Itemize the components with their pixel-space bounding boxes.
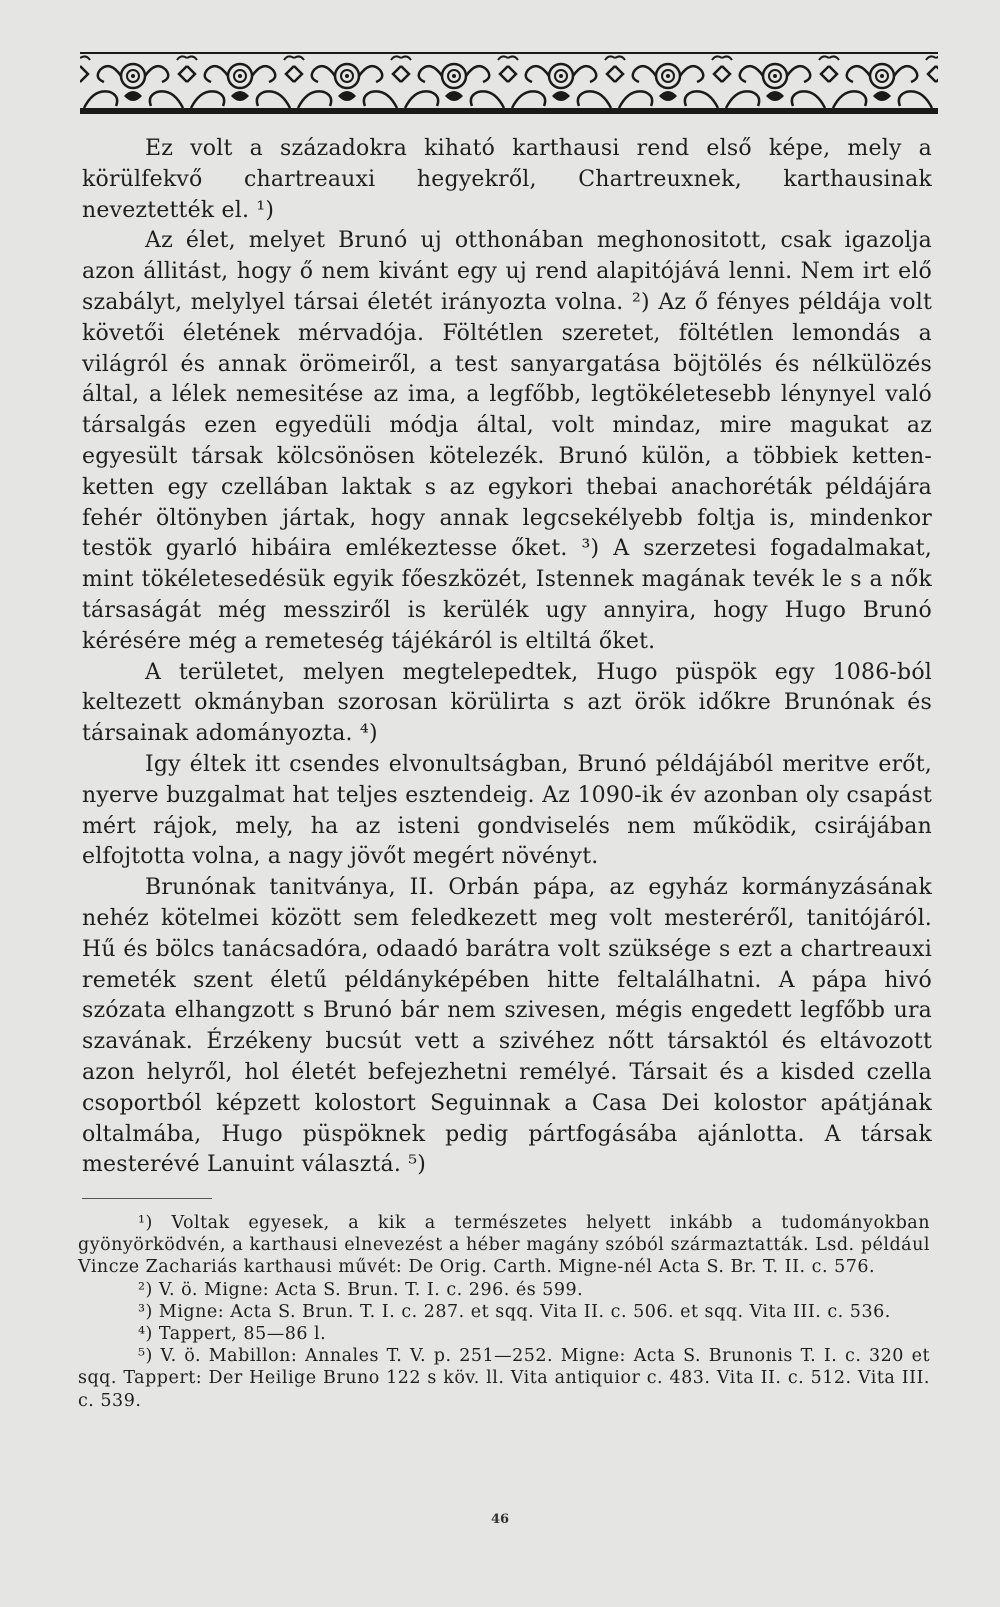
footnote: ⁵) V. ö. Mabillon: Annales T. V. p. 251—252. Migne: Acta S. Brunonis T. I. c. 320 et sqq. Tappert: Der Heilige Bruno 122 s köv. ll. Vita antiquior c. 483. Vita II. c. 512. Vita III. c. 539. bbox=[78, 1346, 930, 1411]
page-number: 46 bbox=[490, 1512, 510, 1527]
footnotes bbox=[78, 1212, 930, 1412]
footnote: ³) Migne: Acta S. Brun. T. I. c. 287. et sqq. Vita II. c. 506. et sqq. Vita III. c. 536. bbox=[138, 1301, 891, 1322]
footnote-separator bbox=[82, 1198, 212, 1199]
main-text bbox=[82, 134, 932, 1181]
paragraph: Ez volt a századokra kiható karthausi rend első képe, mely a körülfekvő chartreauxi hegyekről, Chartreuxnek, karthausinak neveztették el. ¹) bbox=[82, 136, 932, 223]
footnote: ¹) Voltak egyesek, a kik a természetes helyett inkább a tudományokban gyönyörködvén, a karthausi elnevezést a héber magány szóból származtatták. Lsd. például Vincze Zachariás karthausi művét: De Orig. Carth. Migne-nél Acta S. Br. T. II. c. 576. bbox=[78, 1213, 930, 1278]
paragraph: A területet, melyen megtelepedtek, Hugo püspök egy 1086-ból keltezett okmányban szorosan körülirta s azt örök időkre Brunónak és társainak adományozta. ⁴) bbox=[82, 659, 932, 747]
footnote: ²) V. ö. Migne: Acta S. Brun. T. I. c. 296. és 599. bbox=[138, 1279, 584, 1300]
paragraph: Igy éltek itt csendes elvonultságban, Brunó példájából meritve erőt, nyerve buzgalmat hat teljes esztendeig. Az 1090-ik év azonban oly csapást mért rájok, mely, ha az isteni gondviselés nem működik, csirájában elfojtotta volna, a nagy jövőt megért növényt. bbox=[82, 751, 932, 870]
paragraph: Brunónak tanitványa, II. Orbán pápa, az egyház kormányzásának nehéz kötelmei között sem feledkezett meg volt mesteréről, tanitójáról. Hű és bölcs tanácsadóra, odaadó barátra volt szüksége s ezt a chartreauxi remeték szent életű példányképében hitte feltalálhatni. A pápa hivó szózata elhangzott s Brunó bár nem szivesen, mégis engedett legfőbb ura szavának. Érzékeny bucsút vett a szivéhez nőtt társaktól és eltávozott azon helyről, hol életét befejezhetni remélyé. Társait és a kisded czella csoportból képzett kolostort Seguinnak a Casa Dei kolostor apátjának oltalmába, Hugo püspöknek pedig pártfogásába ajánlotta. A társak mesterévé Lanuint választá. ⁵) bbox=[82, 875, 932, 1178]
paragraph: Az élet, melyet Brunó uj otthonában meghonositott, csak igazolja azon állitást, hogy ő nem kivánt egy uj rend alapitójává lenni. Nem irt elő szabályt, melylyel társai életét irányozta volna. ²) Az ő fényes példája volt követői életének mérvadója. Föltétlen szeretet, föltétlen lemondás a világról és annak örömeiről, a test sanyargatása böjtölés és nélkülözés által, a lélek nemesitése az ima, a legfőbb, legtökéletesebb lénynyel való társalgás ezen egyedüli módja által, volt mindaz, mire magukat az egyesült társak kölcsönösen kötelezék. Brunó külön, a többiek ketten-ketten egy czellában laktak s az egykori thebai anachoréták példájára fehér öltönyben jártak, hogy annak legcsekélyebb foltja is, mindenkor testök gyarló hibáira emlékeztesse őket. ³) A szerzetesi fogadalmakat, mint tökéletesedésük egyik főeszközét, Istennek magának tevék le s a nők társaságát még messziről is kerülék ugy annyira, hogy Hugo Brunó kérésére még a remeteség tájékáról is eltiltá őket. bbox=[82, 228, 932, 654]
decorative-header-ornament bbox=[80, 52, 938, 114]
footnote: ⁴) Tappert, 85—86 l. bbox=[138, 1324, 327, 1345]
